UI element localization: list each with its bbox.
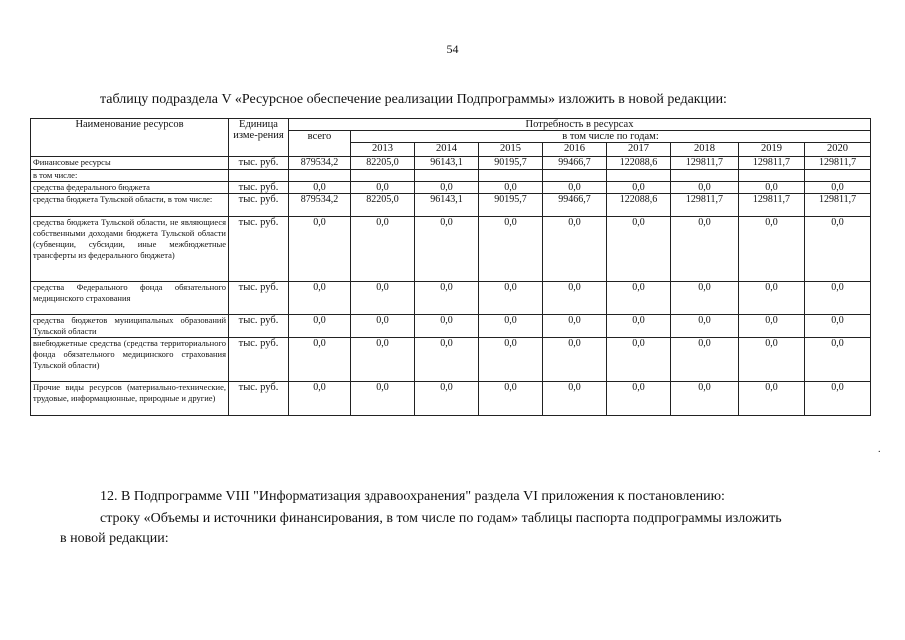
intro-text: таблицу подраздела V «Ресурсное обеспечение реализации Подпрограммы» изложить в новой редакции: <box>100 92 727 107</box>
header-year: 2018 <box>671 143 739 157</box>
header-year: 2015 <box>479 143 543 157</box>
row-value: 0,0 <box>351 382 415 416</box>
row-value: 0,0 <box>351 338 415 382</box>
row-total: 879534,2 <box>289 157 351 170</box>
row-value: 0,0 <box>607 182 671 194</box>
header-total: всего <box>289 131 351 157</box>
row-value: 0,0 <box>415 315 479 338</box>
row-value: 0,0 <box>479 338 543 382</box>
row-name: внебюджетные средства (средства территориального фонда обязательного медицинского страхования Тульской области) <box>31 338 229 382</box>
header-by-years: в том числе по годам: <box>351 131 871 143</box>
row-value: 0,0 <box>479 182 543 194</box>
row-unit <box>229 170 289 182</box>
row-value: 129811,7 <box>805 194 871 217</box>
row-value <box>543 170 607 182</box>
table-row <box>31 194 871 217</box>
row-value: 129811,7 <box>739 194 805 217</box>
header-year: 2013 <box>351 143 415 157</box>
row-name: в том числе: <box>31 170 229 182</box>
row-value: 90195,7 <box>479 157 543 170</box>
header-year: 2016 <box>543 143 607 157</box>
row-unit: тыс. руб. <box>229 182 289 194</box>
row-value: 0,0 <box>415 217 479 282</box>
resources-table <box>30 118 871 416</box>
row-name: средства бюджета Тульской области, в том числе: <box>31 194 229 217</box>
row-value: 0,0 <box>607 338 671 382</box>
row-value: 0,0 <box>415 182 479 194</box>
stray-mark: . <box>878 444 881 455</box>
header-unit: Единица изме-рения <box>229 119 289 157</box>
row-value: 0,0 <box>479 217 543 282</box>
row-value: 99466,7 <box>543 157 607 170</box>
row-name: средства бюджетов муниципальных образований Тульской области <box>31 315 229 338</box>
row-value: 0,0 <box>739 338 805 382</box>
header-year: 2019 <box>739 143 805 157</box>
row-value: 0,0 <box>351 282 415 315</box>
row-value: 0,0 <box>671 182 739 194</box>
table-row <box>31 217 871 282</box>
paragraph: в новой редакции: <box>60 531 169 546</box>
row-value <box>739 170 805 182</box>
row-value: 0,0 <box>543 338 607 382</box>
row-value: 0,0 <box>351 217 415 282</box>
row-value: 129811,7 <box>805 157 871 170</box>
row-name: Финансовые ресурсы <box>31 157 229 170</box>
row-value: 96143,1 <box>415 194 479 217</box>
row-value: 90195,7 <box>479 194 543 217</box>
row-value: 0,0 <box>543 217 607 282</box>
row-value <box>607 170 671 182</box>
header-name: Наименование ресурсов <box>31 119 229 157</box>
row-value: 0,0 <box>607 217 671 282</box>
header-year: 2014 <box>415 143 479 157</box>
row-value: 0,0 <box>805 282 871 315</box>
row-total: 0,0 <box>289 217 351 282</box>
row-name: средства Федерального фонда обязательного медицинского страхования <box>31 282 229 315</box>
row-value: 0,0 <box>671 282 739 315</box>
row-unit: тыс. руб. <box>229 338 289 382</box>
row-name: Прочие виды ресурсов (материально-технические, трудовые, информационные, природные и другие) <box>31 382 229 416</box>
row-total: 0,0 <box>289 182 351 194</box>
table-row <box>31 382 871 416</box>
header-need: Потребность в ресурсах <box>289 119 871 131</box>
row-unit: тыс. руб. <box>229 157 289 170</box>
row-value: 0,0 <box>415 338 479 382</box>
row-total: 0,0 <box>289 315 351 338</box>
row-value: 0,0 <box>543 315 607 338</box>
row-total: 0,0 <box>289 382 351 416</box>
row-unit: тыс. руб. <box>229 282 289 315</box>
row-value: 0,0 <box>479 382 543 416</box>
row-value: 129811,7 <box>739 157 805 170</box>
row-value: 0,0 <box>739 315 805 338</box>
row-total: 0,0 <box>289 338 351 382</box>
row-value: 0,0 <box>543 282 607 315</box>
row-value: 0,0 <box>671 382 739 416</box>
row-value: 0,0 <box>607 282 671 315</box>
table-row <box>31 170 871 182</box>
row-value: 0,0 <box>479 282 543 315</box>
row-total: 879534,2 <box>289 194 351 217</box>
row-name: средства бюджета Тульской области, не являющиеся собственными доходами бюджета Тульской области (субвенции, субсидии, иные межбюджетные трансферты из федерального бюджета) <box>31 217 229 282</box>
row-value: 0,0 <box>543 382 607 416</box>
row-unit: тыс. руб. <box>229 194 289 217</box>
row-value <box>479 170 543 182</box>
row-name: средства федерального бюджета <box>31 182 229 194</box>
row-value: 122088,6 <box>607 194 671 217</box>
row-value: 0,0 <box>415 382 479 416</box>
row-total <box>289 170 351 182</box>
table-row <box>31 282 871 315</box>
table-row <box>31 338 871 382</box>
row-value <box>415 170 479 182</box>
row-value: 0,0 <box>543 182 607 194</box>
row-value: 0,0 <box>805 217 871 282</box>
row-value: 0,0 <box>607 382 671 416</box>
row-value <box>671 170 739 182</box>
row-value: 82205,0 <box>351 157 415 170</box>
table-row <box>31 315 871 338</box>
row-value: 0,0 <box>671 315 739 338</box>
row-total: 0,0 <box>289 282 351 315</box>
row-value: 0,0 <box>805 338 871 382</box>
page-number: 54 <box>446 42 459 56</box>
row-value: 0,0 <box>739 182 805 194</box>
row-unit: тыс. руб. <box>229 217 289 282</box>
row-value <box>805 170 871 182</box>
row-value: 0,0 <box>671 338 739 382</box>
header-year: 2017 <box>607 143 671 157</box>
row-value: 129811,7 <box>671 194 739 217</box>
paragraph: строку «Объемы и источники финансирования, в том числе по годам» таблицы паспорта подпрограммы изложить <box>100 511 782 526</box>
row-value: 0,0 <box>479 315 543 338</box>
paragraph: 12. В Подпрограмме VIII "Информатизация здравоохранения" раздела VI приложения к постановлению: <box>100 489 725 504</box>
row-value: 0,0 <box>351 315 415 338</box>
row-value: 0,0 <box>739 217 805 282</box>
row-value: 0,0 <box>805 382 871 416</box>
header-year: 2020 <box>805 143 871 157</box>
row-value: 0,0 <box>607 315 671 338</box>
row-value: 82205,0 <box>351 194 415 217</box>
row-value: 96143,1 <box>415 157 479 170</box>
table-row <box>31 182 871 194</box>
row-unit: тыс. руб. <box>229 382 289 416</box>
row-value: 99466,7 <box>543 194 607 217</box>
row-value: 129811,7 <box>671 157 739 170</box>
row-value: 0,0 <box>671 217 739 282</box>
row-value: 0,0 <box>415 282 479 315</box>
row-value: 0,0 <box>739 282 805 315</box>
table-row <box>31 157 871 170</box>
row-value: 0,0 <box>351 182 415 194</box>
row-value: 0,0 <box>805 315 871 338</box>
row-value <box>351 170 415 182</box>
row-value: 0,0 <box>805 182 871 194</box>
row-unit: тыс. руб. <box>229 315 289 338</box>
row-value: 0,0 <box>739 382 805 416</box>
row-value: 122088,6 <box>607 157 671 170</box>
